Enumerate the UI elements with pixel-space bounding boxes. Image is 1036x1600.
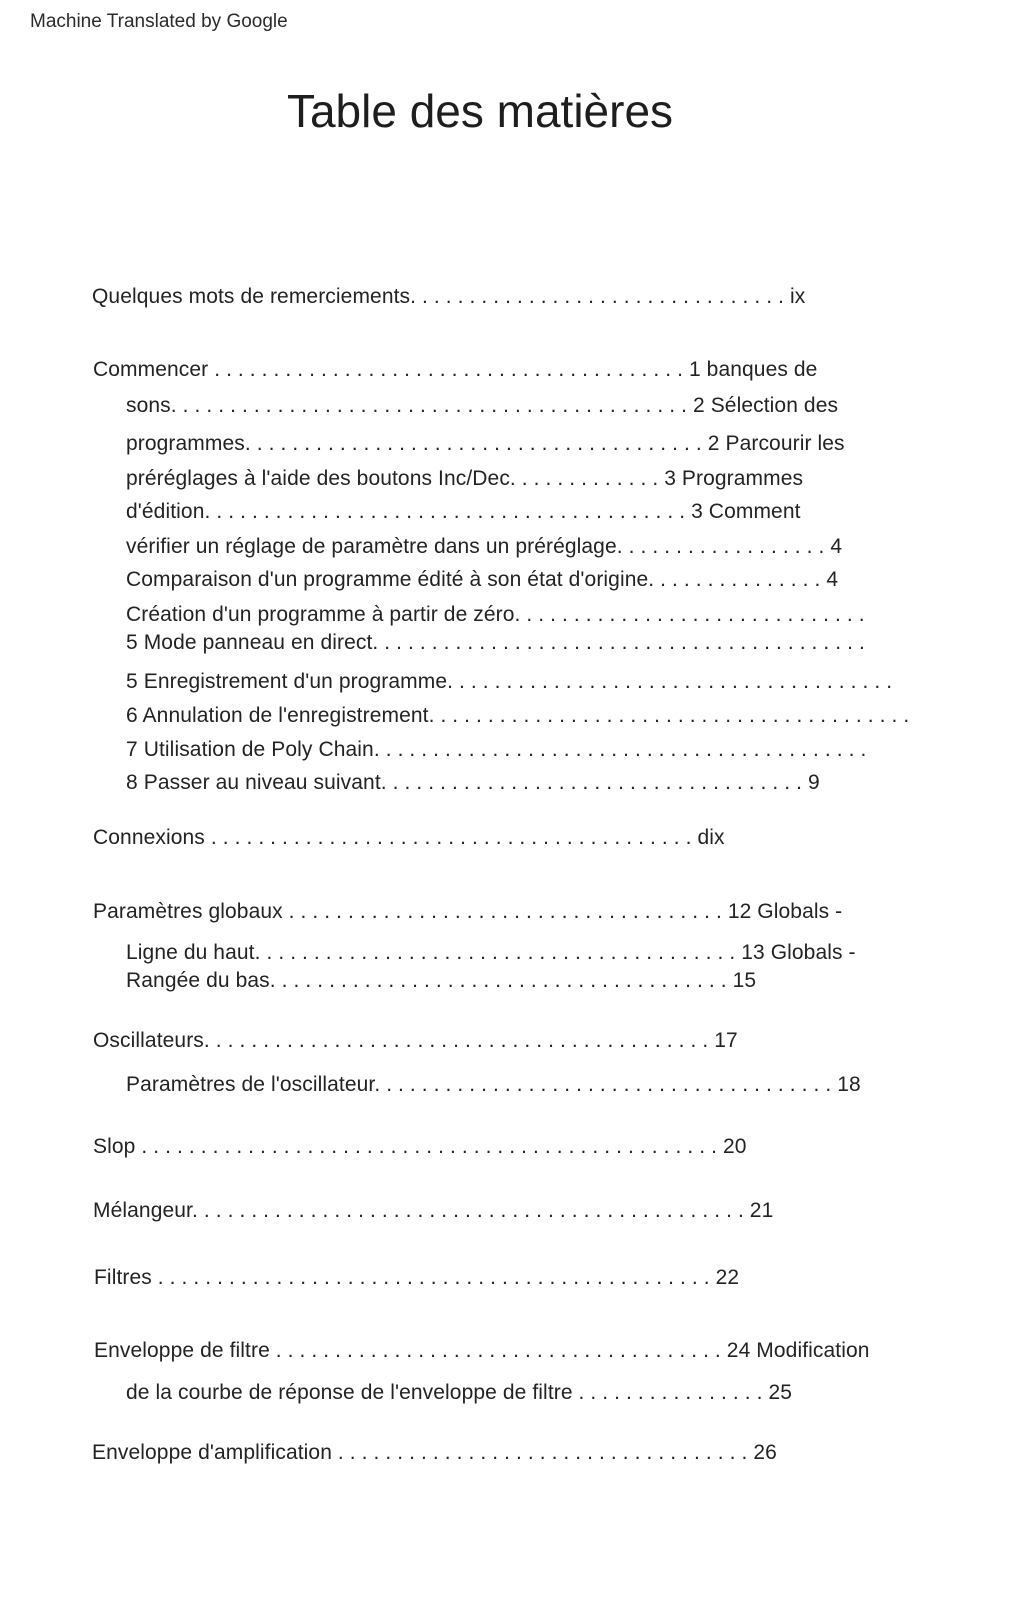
toc-entry: 8 Passer au niveau suivant. . . . . . . . . . . . . . . . . . . . . . . . . . . . . . . . . . . . 9 xyxy=(126,771,820,794)
toc-entry: Filtres . . . . . . . . . . . . . . . . . . . . . . . . . . . . . . . . . . . . . . . . . . . . . . . 22 xyxy=(94,1266,740,1289)
toc-entry: Oscillateurs. . . . . . . . . . . . . . . . . . . . . . . . . . . . . . . . . . . . . . . . . . . 17 xyxy=(93,1029,738,1052)
toc-entry: Quelques mots de remerciements. . . . . . . . . . . . . . . . . . . . . . . . . . . . . . . . ix xyxy=(92,285,806,308)
toc-entry: Rangée du bas. . . . . . . . . . . . . . . . . . . . . . . . . . . . . . . . . . . . . . . 15 xyxy=(126,969,757,992)
toc-entry: Commencer . . . . . . . . . . . . . . . . . . . . . . . . . . . . . . . . . . . . . . . . 1 banques de xyxy=(93,358,818,381)
toc-entry: Comparaison d'un programme édité à son état d'origine. . . . . . . . . . . . . . . 4 xyxy=(126,568,839,591)
toc-entry: préréglages à l'aide des boutons Inc/Dec. . . . . . . . . . . . . 3 Programmes xyxy=(126,467,804,490)
toc-entry: Connexions . . . . . . . . . . . . . . . . . . . . . . . . . . . . . . . . . . . . . . . . . dix xyxy=(93,826,725,849)
toc-entry: 7 Utilisation de Poly Chain. . . . . . . . . . . . . . . . . . . . . . . . . . . . . . . . . . . . . . . . . . xyxy=(126,738,867,761)
toc-entry: Enveloppe de filtre . . . . . . . . . . . . . . . . . . . . . . . . . . . . . . . . . . . . . . 24 Modification xyxy=(94,1339,870,1362)
toc-entry: Mélangeur. . . . . . . . . . . . . . . . . . . . . . . . . . . . . . . . . . . . . . . . . . . . . . . 21 xyxy=(93,1199,774,1222)
toc-entry: de la courbe de réponse de l'enveloppe de filtre . . . . . . . . . . . . . . . . 25 xyxy=(126,1381,793,1404)
toc-entry: Paramètres globaux . . . . . . . . . . . . . . . . . . . . . . . . . . . . . . . . . . . . . 12 Globals - xyxy=(93,900,843,923)
toc-entry: vérifier un réglage de paramètre dans un préréglage. . . . . . . . . . . . . . . . . . 4 xyxy=(126,535,843,558)
toc-entry: d'édition. . . . . . . . . . . . . . . . . . . . . . . . . . . . . . . . . . . . . . . . . 3 Comment xyxy=(126,500,801,523)
page-title: Table des matières xyxy=(286,85,674,137)
toc-entry: Enveloppe d'amplification . . . . . . . . . . . . . . . . . . . . . . . . . . . . . . . . . . . 26 xyxy=(92,1441,777,1464)
toc-entry: 5 Enregistrement d'un programme. . . . . . . . . . . . . . . . . . . . . . . . . . . . . . . . . . . . . . xyxy=(126,670,893,693)
toc-entry: programmes. . . . . . . . . . . . . . . . . . . . . . . . . . . . . . . . . . . . . . . 2 Parcourir les xyxy=(126,432,845,455)
toc-entry: sons. . . . . . . . . . . . . . . . . . . . . . . . . . . . . . . . . . . . . . . . . . . . 2 Sélection des xyxy=(126,394,839,417)
toc-entry: Slop . . . . . . . . . . . . . . . . . . . . . . . . . . . . . . . . . . . . . . . . . . . . . . . . . 20 xyxy=(93,1135,747,1158)
toc-entry: 5 Mode panneau en direct. . . . . . . . . . . . . . . . . . . . . . . . . . . . . . . . . . . . . . . . . . xyxy=(126,631,865,654)
toc-entry: Ligne du haut. . . . . . . . . . . . . . . . . . . . . . . . . . . . . . . . . . . . . . . . . 13 Globals - xyxy=(126,941,856,964)
toc-entry: Paramètres de l'oscillateur. . . . . . . . . . . . . . . . . . . . . . . . . . . . . . . . . . . . . . . 18 xyxy=(126,1073,861,1096)
machine-translation-banner: Machine Translated by Google xyxy=(30,11,288,32)
toc-entry: Création d'un programme à partir de zéro. . . . . . . . . . . . . . . . . . . . . . . . . . . . . . xyxy=(126,603,865,626)
toc-entry: 6 Annulation de l'enregistrement. . . . . . . . . . . . . . . . . . . . . . . . . . . . . . . . . . . . . . . . . xyxy=(126,704,910,727)
